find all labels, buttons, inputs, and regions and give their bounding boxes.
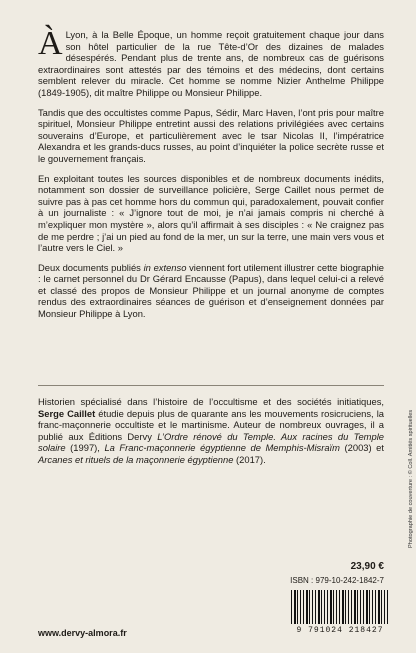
barcode [285, 590, 395, 638]
paragraph-relations: Tandis que des occultistes comme Papus, Sédir, Marc Haven, l’ont pris pour maître spirituel, Monsieur Philippe entretint aussi des relations privilégiées avec certains souverains d’Europe, et particulièrement avec le tsar Nicolas II, l’impératrice Alexandra et les grands-ducs russes, au point d’inquiéter la police secrète russe et le gouvernement français. [38, 106, 384, 164]
paragraph-intro: À Lyon, à la Belle Époque, un homme reçoit gratuitement chaque jour dans son hôtel particulier de la rue Tête-d’Or des dizaines de malades désespérés. Pendant plus de trente ans, de nombreux cas de guérisons extraordinaires sont attestés par des témoins et des médecins, dont certains semblent relever du miracle. Cet homme se nomme Nizier Anthelme Philippe (1849-1905), dit maître Philippe ou Monsieur Philippe. [38, 25, 384, 98]
photo-credit: Photographie de couverture : © Coll. Amitiés spirituelles [408, 409, 414, 548]
drop-cap: À [38, 25, 63, 62]
isbn-label: ISBN : 979-10-242-1842-7 [290, 576, 384, 585]
author-bio: Historien spécialisé dans l’histoire de l’occultisme et des sociétés initiatiques, Serge Caillet étudie depuis plus de quarante ans les mouvements rosicruciens, la franc-maçonnerie occultiste et le martinisme. Auteur de nombreux ouvrages, il a publié aux Éditions Dervy L’Ordre rénové du Temple. Aux racines du Temple solaire (1997), La Franc-maçonnerie égyptienne de Memphis-Misraïm (2003) et Arcanes et rituels de la maçonnerie égyptienne (2017). [38, 396, 384, 465]
section-divider [38, 385, 384, 386]
author-name: Serge Caillet [38, 407, 96, 419]
paragraph-documents: Deux documents publiés in extenso viennent fort utilement illustrer cette biographie : le carnet personnel du Dr Gérard Encausse (Papus), dans lequel celui-ci a relevé et classé des propos de Monsieur Philippe et un journal anonyme de comptes rendus des extraordinaires séances de guérison et d’enseignement données par Monsieur Philippe à Lyon. [38, 261, 384, 320]
summary-text [38, 25, 384, 328]
barcode-digits: 9 791024 218427 [296, 626, 384, 635]
barcode-bars [291, 590, 389, 624]
price-label: 23,90 € [350, 561, 384, 572]
paragraph-sources: En exploitant toutes les sources disponibles et de nombreux documents inédits, notamment son dossier de surveillance policière, Serge Caillet nous permet de suivre pas à pas cet homme hors du commun qui, paradoxalement, pouvait confier à un journaliste : « J’ignore tout de moi, je n’ai jamais compris ni cherché à m’expliquer mon mystère », alors qu’il affirmait à ses disciples : « Ne craignez pas de me perdre ; j’ai un pied au fond de la mer, un sur la terre, une main vers vous et l’autre vers le Ciel. » [38, 172, 384, 254]
publisher-website[interactable]: www.dervy-almora.fr [38, 628, 127, 638]
